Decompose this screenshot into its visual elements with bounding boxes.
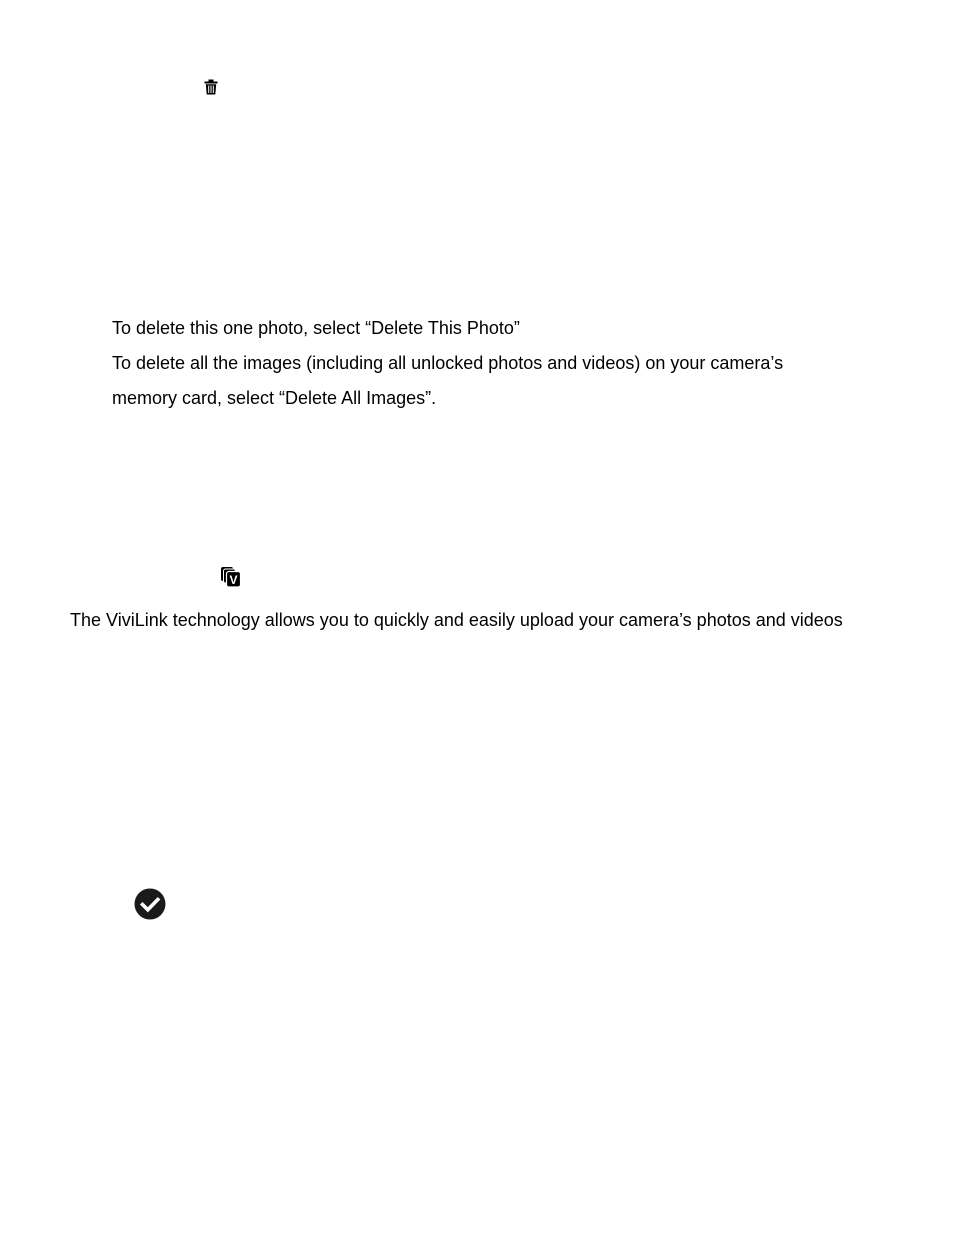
trash-icon: [204, 79, 218, 95]
delete-all-images-instruction-line-2: memory card, select “Delete All Images”.: [112, 388, 437, 408]
checkmark-circle-icon: [134, 888, 166, 920]
vivilink-icon-letter: V: [229, 573, 238, 588]
vivilink-description: The ViviLink technology allows you to quickly and easily upload your camera’s photos and videos: [70, 610, 843, 630]
delete-this-photo-instruction: To delete this one photo, select “Delete This Photo”: [112, 318, 520, 338]
vivilink-icon: [220, 566, 242, 588]
delete-all-images-instruction-line-1: To delete all the images (including all unlocked photos and videos) on your camera’s: [112, 353, 784, 373]
